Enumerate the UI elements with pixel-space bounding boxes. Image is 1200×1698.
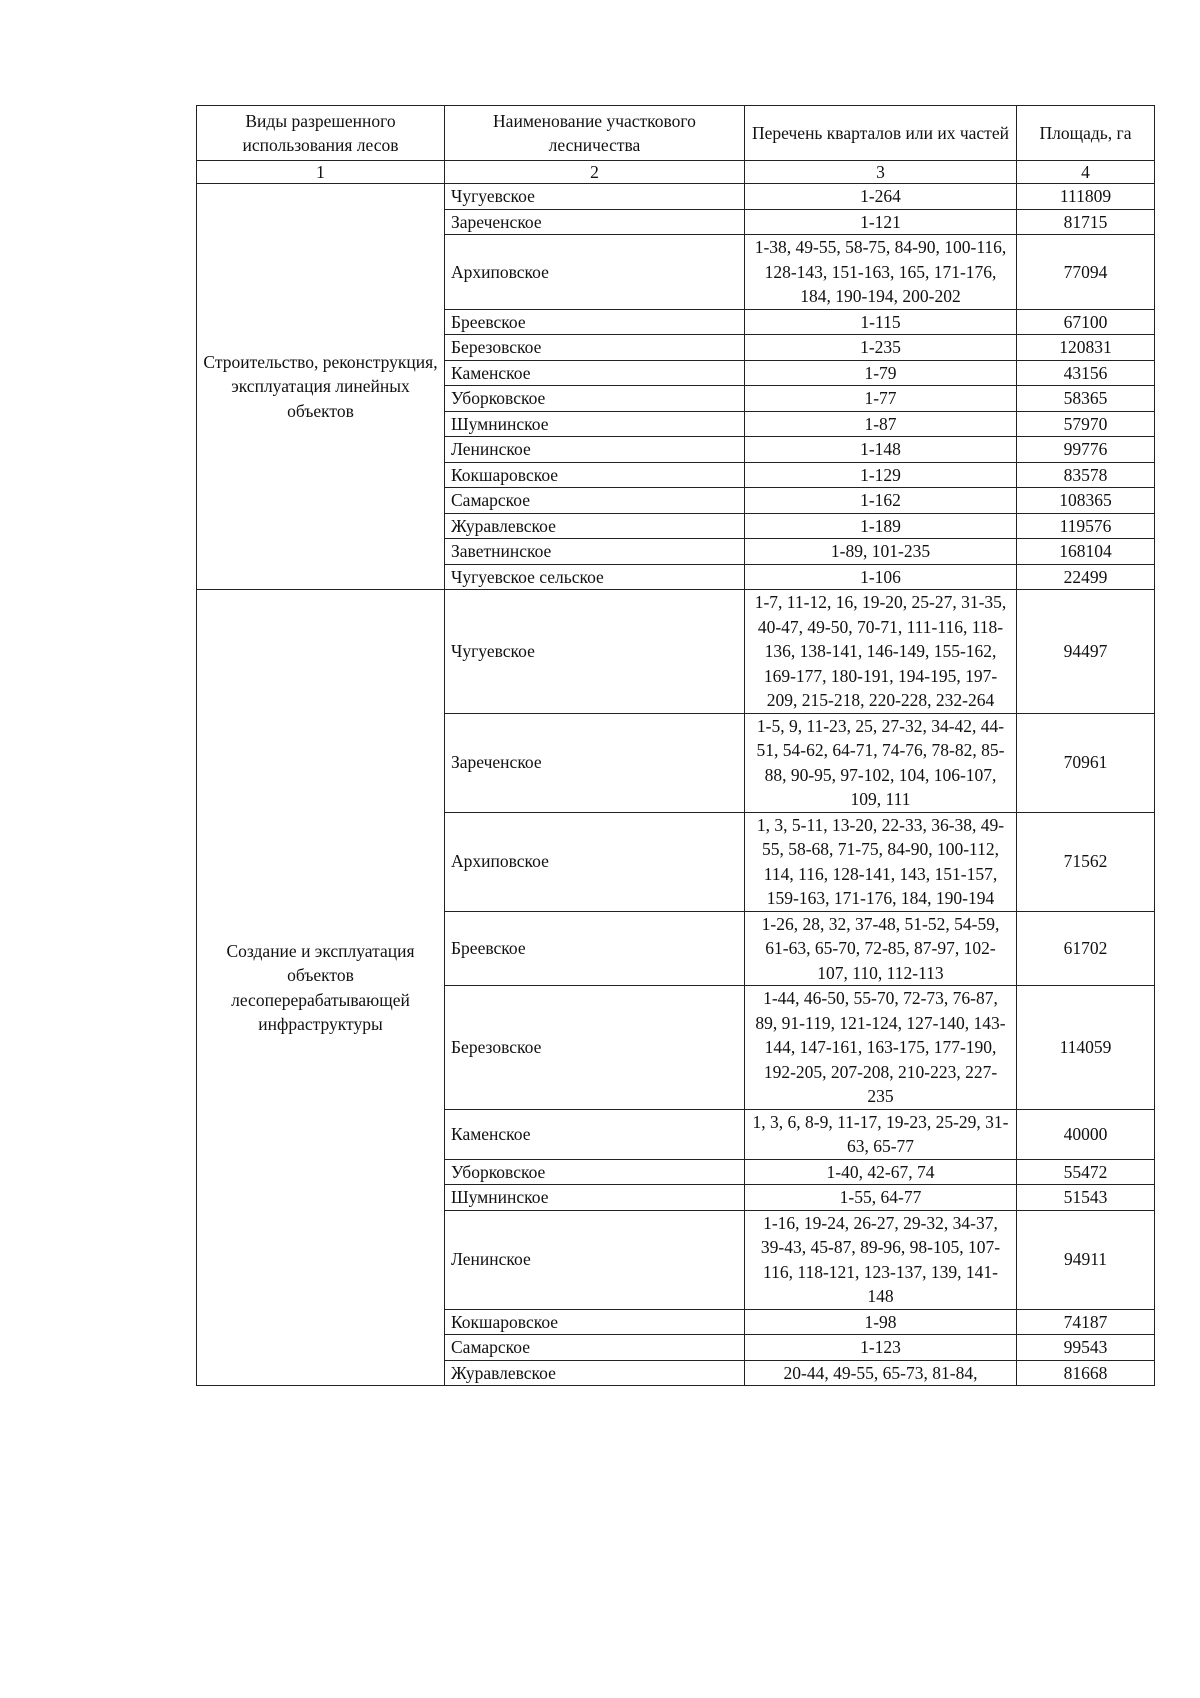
area-cell: 94911 (1017, 1210, 1155, 1309)
area-cell: 99543 (1017, 1335, 1155, 1361)
area-cell: 111809 (1017, 184, 1155, 210)
forestry-name-cell: Чугуевское (445, 590, 745, 714)
quarters-cell: 1, 3, 6, 8-9, 11-17, 19-23, 25-29, 31-63, 65-77 (745, 1109, 1017, 1159)
quarters-cell: 1-7, 11-12, 16, 19-20, 25-27, 31-35, 40-47, 49-50, 70-71, 111-116, 118-136, 138-141, 146-149, 155-162, 169-177, 180-191, 194-195, 197-209, 215-218, 220-228, 232-264 (745, 590, 1017, 714)
use-type-cell: Строительство, реконструкция, эксплуатация линейных объектов (197, 184, 445, 590)
forestry-name-cell: Зареченское (445, 713, 745, 812)
quarters-cell: 1-264 (745, 184, 1017, 210)
quarters-cell: 1-162 (745, 488, 1017, 514)
table-row (197, 184, 1155, 210)
quarters-cell: 1-79 (745, 360, 1017, 386)
forestry-name-cell: Каменское (445, 1109, 745, 1159)
area-cell: 40000 (1017, 1109, 1155, 1159)
forestry-name-cell: Самарское (445, 488, 745, 514)
area-cell: 51543 (1017, 1185, 1155, 1211)
area-cell: 67100 (1017, 309, 1155, 335)
quarters-cell: 1-148 (745, 437, 1017, 463)
forestry-name-cell: Бреевское (445, 911, 745, 986)
area-cell: 99776 (1017, 437, 1155, 463)
area-cell: 43156 (1017, 360, 1155, 386)
area-cell: 77094 (1017, 235, 1155, 310)
forestry-name-cell: Ленинское (445, 1210, 745, 1309)
area-cell: 168104 (1017, 539, 1155, 565)
forestry-name-cell: Шумнинское (445, 411, 745, 437)
area-cell: 83578 (1017, 462, 1155, 488)
quarters-cell: 1-129 (745, 462, 1017, 488)
quarters-cell: 1-16, 19-24, 26-27, 29-32, 34-37, 39-43, 45-87, 89-96, 98-105, 107-116, 118-121, 123-137, 139, 141-148 (745, 1210, 1017, 1309)
area-cell: 81668 (1017, 1360, 1155, 1386)
quarters-cell: 1-5, 9, 11-23, 25, 27-32, 34-42, 44-51, 54-62, 64-71, 74-76, 78-82, 85-88, 90-95, 97-102, 104, 106-107, 109, 111 (745, 713, 1017, 812)
use-type-cell: Создание и эксплуатация объектов лесоперерабатывающей инфраструктуры (197, 590, 445, 1386)
forestry-name-cell: Зареченское (445, 209, 745, 235)
area-cell: 55472 (1017, 1159, 1155, 1185)
forestry-name-cell: Уборковское (445, 1159, 745, 1185)
forestry-name-cell: Каменское (445, 360, 745, 386)
header-quarters: Перечень кварталов или их частей (745, 106, 1017, 161)
forestry-name-cell: Ленинское (445, 437, 745, 463)
forestry-name-cell: Уборковское (445, 386, 745, 412)
forestry-name-cell: Бреевское (445, 309, 745, 335)
quarters-cell: 1-123 (745, 1335, 1017, 1361)
header-area: Площадь, га (1017, 106, 1155, 161)
quarters-cell: 1-106 (745, 564, 1017, 590)
area-cell: 61702 (1017, 911, 1155, 986)
forest-use-table (196, 105, 1155, 1386)
quarters-cell: 1-26, 28, 32, 37-48, 51-52, 54-59, 61-63, 65-70, 72-85, 87-97, 102-107, 110, 112-113 (745, 911, 1017, 986)
quarters-cell: 1-77 (745, 386, 1017, 412)
area-cell: 108365 (1017, 488, 1155, 514)
area-cell: 71562 (1017, 812, 1155, 911)
column-number: 3 (745, 161, 1017, 184)
quarters-cell: 1-44, 46-50, 55-70, 72-73, 76-87, 89, 91-119, 121-124, 127-140, 143-144, 147-161, 163-175, 177-190, 192-205, 207-208, 210-223, 227-235 (745, 986, 1017, 1110)
area-cell: 70961 (1017, 713, 1155, 812)
quarters-cell: 1, 3, 5-11, 13-20, 22-33, 36-38, 49-55, 58-68, 71-75, 84-90, 100-112, 114, 116, 128-141, 143, 151-157, 159-163, 171-176, 184, 190-194 (745, 812, 1017, 911)
area-cell: 22499 (1017, 564, 1155, 590)
forestry-name-cell: Березовское (445, 335, 745, 361)
forestry-name-cell: Чугуевское (445, 184, 745, 210)
column-number: 1 (197, 161, 445, 184)
column-number: 4 (1017, 161, 1155, 184)
forestry-name-cell: Чугуевское сельское (445, 564, 745, 590)
forestry-name-cell: Самарское (445, 1335, 745, 1361)
forestry-name-cell: Кокшаровское (445, 462, 745, 488)
quarters-cell: 1-235 (745, 335, 1017, 361)
area-cell: 114059 (1017, 986, 1155, 1110)
column-number: 2 (445, 161, 745, 184)
quarters-cell: 1-189 (745, 513, 1017, 539)
quarters-cell: 1-87 (745, 411, 1017, 437)
forestry-name-cell: Журавлевское (445, 513, 745, 539)
area-cell: 81715 (1017, 209, 1155, 235)
column-number-row (197, 161, 1155, 184)
table-header-row (197, 106, 1155, 161)
forestry-name-cell: Березовское (445, 986, 745, 1110)
area-cell: 119576 (1017, 513, 1155, 539)
header-use-type: Виды разрешенного использования лесов (197, 106, 445, 161)
quarters-cell: 1-115 (745, 309, 1017, 335)
area-cell: 57970 (1017, 411, 1155, 437)
header-forestry-name: Наименование участкового лесничества (445, 106, 745, 161)
area-cell: 58365 (1017, 386, 1155, 412)
quarters-cell: 1-40, 42-67, 74 (745, 1159, 1017, 1185)
area-cell: 94497 (1017, 590, 1155, 714)
quarters-cell: 20-44, 49-55, 65-73, 81-84, (745, 1360, 1017, 1386)
area-cell: 120831 (1017, 335, 1155, 361)
quarters-cell: 1-38, 49-55, 58-75, 84-90, 100-116, 128-143, 151-163, 165, 171-176, 184, 190-194, 200-202 (745, 235, 1017, 310)
forestry-name-cell: Шумнинское (445, 1185, 745, 1211)
quarters-cell: 1-55, 64-77 (745, 1185, 1017, 1211)
area-cell: 74187 (1017, 1309, 1155, 1335)
forestry-name-cell: Архиповское (445, 235, 745, 310)
forestry-name-cell: Архиповское (445, 812, 745, 911)
quarters-cell: 1-89, 101-235 (745, 539, 1017, 565)
table-row (197, 590, 1155, 714)
forestry-name-cell: Кокшаровское (445, 1309, 745, 1335)
forestry-name-cell: Заветнинское (445, 539, 745, 565)
quarters-cell: 1-121 (745, 209, 1017, 235)
forestry-name-cell: Журавлевское (445, 1360, 745, 1386)
quarters-cell: 1-98 (745, 1309, 1017, 1335)
